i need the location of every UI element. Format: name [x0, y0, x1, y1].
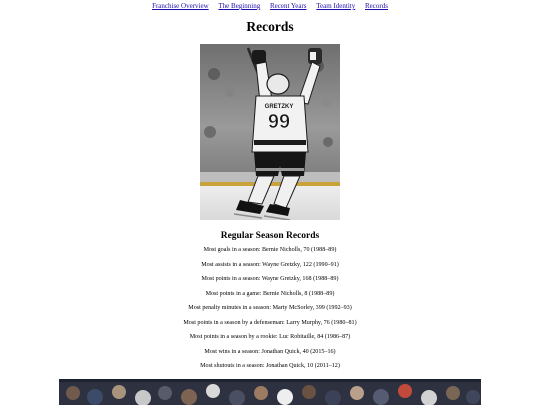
top-nav — [0, 2, 540, 11]
jersey-name: GRETZKY — [264, 104, 294, 110]
record-item: Most points in a game: Bernie Nicholls, 8 (1988–89) — [205, 290, 335, 297]
record-item: Most points in a season by a rookie: Luc Robitaille, 84 (1986–87) — [189, 334, 351, 340]
record-item: Most assists in a season: Wayne Gretzky, 122 (1990–91) — [201, 261, 339, 268]
nav-link-franchise-overview[interactable]: Franchise Overview — [152, 2, 209, 10]
record-item: Most shutouts in a season: Jonathan Quick, 10 (2011–12) — [200, 363, 340, 369]
jersey-number: 99 — [267, 111, 291, 133]
record-item: Most penalty minutes in a season: Marty McSorley, 399 (1992–93) — [188, 305, 352, 311]
arena-crowd-photo — [59, 379, 481, 405]
nav-link-the-beginning[interactable]: The Beginning — [218, 2, 261, 10]
player-celebration-photo — [200, 44, 340, 220]
nav-link-recent-years[interactable]: Recent Years — [269, 2, 307, 10]
record-item: Most goals in a season: Bernie Nicholls, 70 (1988–89) — [203, 247, 337, 253]
section-title: Regular Season Records — [220, 231, 320, 241]
record-item: Most points in a season: Wayne Gretzky, 168 (1988–89) — [201, 276, 339, 282]
arena-crowd-illustration — [59, 379, 481, 405]
nav-link-records[interactable]: Records — [364, 2, 388, 10]
records-list — [0, 247, 540, 378]
record-item: Most points in a season by a defenseman: Larry Murphy, 76 (1980–81) — [183, 319, 357, 326]
player-photo-illustration — [200, 44, 340, 220]
page-title: Records — [246, 19, 294, 34]
nav-link-team-identity[interactable]: Team Identity — [316, 2, 356, 10]
record-item: Most wins in a season: Jonathan Quick, 40 (2015–16) — [204, 348, 336, 355]
